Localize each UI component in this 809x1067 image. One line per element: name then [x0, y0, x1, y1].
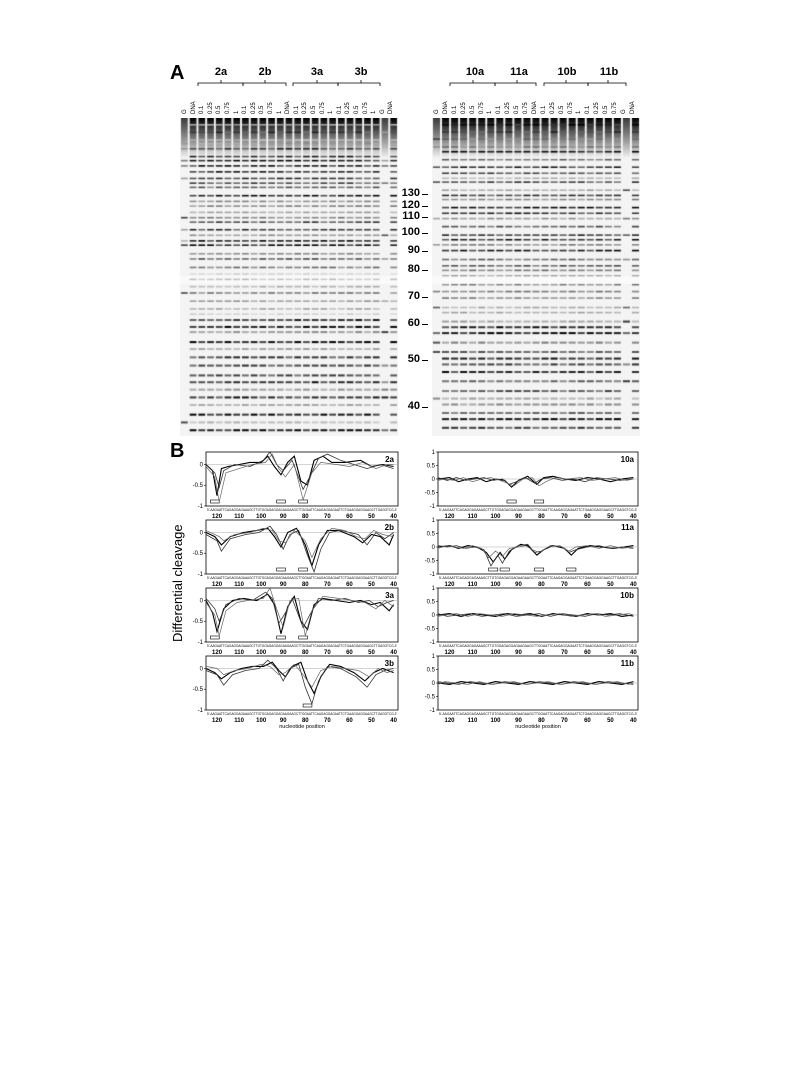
- right-lane-label: 1: [487, 110, 494, 114]
- x-tick-label: 120: [212, 514, 223, 520]
- y-tick-label: 0: [199, 598, 203, 605]
- footprint-box: [299, 636, 308, 639]
- y-tick-label: -1: [429, 640, 435, 646]
- left-lane-label: 0.5: [311, 105, 317, 114]
- x-tick-label: 90: [515, 718, 522, 724]
- x-tick-label: 100: [490, 650, 501, 656]
- x-tick-label: 50: [607, 582, 614, 588]
- x-tick-label: 60: [346, 650, 353, 656]
- right-lane-label: 0.75: [612, 102, 618, 114]
- right-lane-label: 0.1: [585, 105, 592, 114]
- plot-title: 3a: [385, 591, 394, 600]
- left-lane-label: DNA: [190, 101, 197, 114]
- x-tick-label: 90: [279, 582, 287, 588]
- right-lane-label: DNA: [442, 101, 449, 114]
- x-tick-label: 100: [256, 718, 267, 724]
- group-label-3a: 3a: [310, 66, 324, 78]
- x-tick-label: 50: [368, 582, 375, 588]
- x-tick-label: 100: [490, 582, 501, 588]
- y-tick-label: 1: [431, 586, 435, 592]
- left-lane-label: DNA: [285, 101, 292, 114]
- x-axis-label: nucleotide position: [279, 724, 325, 730]
- x-tick-label: 110: [234, 650, 244, 656]
- right-lane-label: 0.5: [558, 105, 565, 114]
- sequence-label: 5'-AAGAATTCAGAGGAGAAAGCTTGTGGAGAGGAGAAGAAGCTTGGAATTCAAGAGGAGAATTCTGAAGGAGGAAGCTTGAGGTCG-3': [439, 644, 638, 648]
- left-lane-label: 0.25: [302, 102, 309, 114]
- plot-frame-2a: [206, 452, 398, 506]
- x-tick-label: 50: [368, 514, 375, 520]
- y-tick-label: 1: [431, 450, 435, 456]
- group-label-2a: 2a: [214, 66, 228, 78]
- sequence-label: 5'-AAGAATTCAGAGGAGAAAGCTTGTGGAGAGGAGAAGAAGCTTGGAATTCAAGAGGAGAATTCTGAAGGAGGAAGCTTGAGGTCG-3': [439, 576, 638, 580]
- x-tick-label: 60: [584, 650, 591, 656]
- x-tick-label: 120: [212, 718, 223, 724]
- x-tick-label: 120: [444, 582, 455, 588]
- left-lane-label: 0.75: [268, 102, 274, 114]
- plot-title: 10a: [620, 455, 634, 464]
- x-tick-label: 40: [390, 650, 397, 656]
- footprint-box: [277, 568, 286, 571]
- right-lane-label: 0.1: [540, 105, 547, 114]
- right-lane-label: 0.1: [496, 105, 503, 114]
- right-lane-label: 0.75: [478, 102, 485, 114]
- x-tick-label: 80: [538, 514, 545, 520]
- y-tick-label: 0.5: [426, 599, 435, 606]
- x-tick-label: 120: [444, 718, 455, 724]
- x-tick-label: 90: [515, 650, 522, 656]
- right-lane-label: G: [620, 109, 627, 114]
- x-tick-label: 100: [256, 514, 267, 520]
- left-lane-label: 0.25: [207, 102, 214, 114]
- y-tick-label: 0.5: [426, 463, 435, 470]
- y-tick-label: -0.5: [424, 626, 435, 633]
- x-tick-label: 70: [324, 582, 331, 588]
- right-lane-label: 0.25: [505, 102, 512, 114]
- x-tick-label: 110: [467, 650, 478, 656]
- sequence-label: 5'-AAGAATTCAGAGGAGAAAGCTTGTGGAGAGGAGAAGAAGCTTGGAATTCAAGAGGAGAATTCTGAAGGAGGAAGCTTGAGGTCG-3': [439, 508, 638, 512]
- x-tick-label: 120: [212, 582, 223, 588]
- right-lane-label: 0.5: [603, 105, 610, 114]
- x-tick-label: 100: [256, 650, 267, 656]
- size-marker-label: 90: [407, 244, 420, 256]
- x-tick-label: 110: [467, 582, 478, 588]
- figure: [168, 62, 646, 730]
- size-marker-label: 80: [407, 263, 420, 275]
- y-tick-label: 0.5: [426, 531, 435, 538]
- y-tick-label: 0: [431, 681, 435, 687]
- group-label-3b: 3b: [354, 66, 368, 78]
- x-tick-label: 70: [324, 650, 331, 656]
- left-lane-label: 0.75: [225, 102, 231, 114]
- group-label-10a: 10a: [465, 66, 485, 78]
- y-tick-label: -1: [197, 640, 203, 646]
- x-tick-label: 70: [561, 514, 568, 520]
- left-lane-label: 0.5: [259, 105, 266, 114]
- left-lane-label: G: [379, 109, 386, 114]
- left-lane-label: G: [182, 109, 188, 114]
- footprint-box: [210, 500, 219, 503]
- x-tick-label: 80: [538, 718, 545, 724]
- y-tick-label: 0.5: [426, 667, 435, 674]
- plot-frame-3a: [206, 588, 398, 642]
- plot-title: 2a: [385, 455, 394, 464]
- right-lane-label: 1: [576, 110, 583, 114]
- x-tick-label: 40: [630, 718, 637, 724]
- size-marker-label: 70: [407, 290, 420, 302]
- plot-title: 11b: [620, 659, 634, 668]
- right-lane-label: 0.25: [460, 102, 467, 114]
- right-lane-label: 0.25: [594, 102, 601, 114]
- x-tick-label: 110: [234, 582, 244, 588]
- left-lane-label: 1: [233, 110, 240, 114]
- footprint-box: [567, 568, 576, 571]
- x-tick-label: 80: [538, 582, 545, 588]
- y-tick-label: -0.5: [192, 483, 203, 490]
- right-lane-label: 0.5: [514, 105, 521, 114]
- sequence-label: 5'-AAGAATTCAGAGGAGAAAGCTTGTGGAGAGGAGAAGAAGCTTGGAATTCAAGAGGAGAATTCTGAAGGAGGAAGCTTGAGGTCG-3': [207, 644, 398, 648]
- x-tick-label: 40: [390, 718, 397, 724]
- y-tick-label: 1: [431, 654, 435, 660]
- x-tick-label: 50: [607, 650, 614, 656]
- left-lane-label: 0.1: [242, 105, 249, 114]
- x-tick-label: 60: [584, 514, 591, 520]
- y-tick-label: -0.5: [424, 694, 435, 701]
- plot-title: 11a: [621, 523, 634, 532]
- group-label-11b: 11b: [599, 66, 619, 78]
- right-lane-label: DNA: [629, 101, 636, 114]
- right-lane-label: DNA: [531, 101, 538, 114]
- y-tick-label: -0.5: [192, 619, 203, 626]
- x-tick-label: 100: [490, 514, 501, 520]
- sequence-label: 5'-AAGAATTCAGAGGAGAAAGCTTGTGGAGAGGAGAAGAAGCTTGGAATTCAAGAGGAGAATTCTGAAGGAGGAAGCTTGAGGTCG-3': [207, 712, 398, 716]
- x-tick-label: 50: [368, 718, 375, 724]
- x-tick-label: 70: [324, 514, 331, 520]
- x-tick-label: 60: [346, 514, 353, 520]
- y-tick-label: 1: [431, 518, 435, 524]
- size-marker-label: 50: [407, 353, 420, 365]
- right-lane-label: 0.25: [549, 102, 556, 114]
- y-tick-label: -1: [429, 504, 435, 510]
- x-tick-label: 90: [279, 718, 287, 724]
- size-marker-label: 120: [401, 199, 420, 211]
- right-lane-label: 0.75: [567, 102, 574, 114]
- x-tick-label: 50: [368, 650, 375, 656]
- y-tick-label: -1: [197, 708, 203, 714]
- footprint-box: [277, 636, 286, 639]
- left-lane-label: 0.1: [293, 105, 300, 114]
- sequence-label: 5'-AAGAATTCAGAGGAGAAAGCTTGTGGAGAGGAGAAGAAGCTTGGAATTCAAGAGGAGAATTCTGAAGGAGGAAGCTTGAGGTCG-3': [207, 508, 398, 512]
- x-tick-label: 40: [630, 514, 637, 520]
- size-marker-label: 100: [401, 226, 420, 238]
- left-lane-label: 0.75: [362, 102, 369, 114]
- x-tick-label: 40: [390, 582, 397, 588]
- left-lane-label: 0.5: [354, 105, 360, 114]
- footprint-box: [489, 568, 498, 571]
- right-lane-label: G: [434, 109, 440, 114]
- footprint-box: [277, 500, 286, 503]
- plot-title: 3b: [384, 659, 394, 668]
- x-tick-label: 90: [515, 514, 522, 520]
- y-tick-label: -0.5: [192, 687, 203, 694]
- x-tick-label: 40: [630, 650, 637, 656]
- x-tick-label: 50: [607, 514, 614, 520]
- footprint-box: [507, 500, 516, 503]
- left-lane-label: 1: [276, 110, 283, 114]
- sequence-label: 5'-AAGAATTCAGAGGAGAAAGCTTGTGGAGAGGAGAAGAAGCTTGGAATTCAAGAGGAGAATTCTGAAGGAGGAAGCTTGAGGTCG-3': [439, 712, 638, 716]
- panel-b-letter: B: [170, 440, 185, 462]
- x-tick-label: 80: [538, 650, 545, 656]
- right-lane-label: 0.5: [469, 105, 476, 114]
- y-tick-label: 0: [431, 545, 435, 551]
- plot-title: 2b: [384, 523, 394, 532]
- x-tick-label: 120: [212, 650, 223, 656]
- x-tick-label: 70: [324, 718, 331, 724]
- y-tick-label: -1: [197, 572, 203, 578]
- x-tick-label: 90: [515, 582, 522, 588]
- x-tick-label: 80: [301, 718, 309, 724]
- footprint-box: [500, 568, 509, 571]
- left-lane-label: 1: [371, 110, 378, 114]
- left-lane-label: 0.25: [345, 102, 352, 114]
- left-lane-label: 0.1: [336, 105, 343, 114]
- group-label-10b: 10b: [557, 66, 577, 78]
- group-label-2b: 2b: [258, 66, 272, 78]
- x-tick-label: 70: [561, 718, 568, 724]
- x-tick-label: 110: [467, 514, 478, 520]
- x-tick-label: 100: [256, 582, 267, 588]
- y-tick-label: 0: [199, 666, 203, 673]
- x-tick-label: 40: [630, 582, 637, 588]
- sequence-label: 5'-AAGAATTCAGAGGAGAAAGCTTGTGGAGAGGAGAAGAAGCTTGGAATTCAAGAGGAGAATTCTGAAGGAGGAAGCTTGAGGTCG-3': [207, 576, 398, 580]
- right-lane-label: 0.1: [451, 105, 458, 114]
- left-lane-label: 0.75: [319, 102, 326, 114]
- plot-frame-2b: [206, 520, 398, 574]
- y-tick-label: -1: [197, 504, 203, 510]
- footprint-box: [210, 636, 219, 639]
- x-tick-label: 80: [301, 514, 309, 520]
- x-tick-label: 110: [234, 514, 244, 520]
- x-tick-label: 110: [467, 718, 478, 724]
- footprint-box: [303, 704, 312, 707]
- x-axis-label: nucleotide position: [515, 724, 561, 730]
- y-tick-label: -1: [429, 572, 435, 578]
- size-marker-label: 110: [402, 210, 420, 222]
- x-tick-label: 100: [490, 718, 501, 724]
- x-tick-label: 60: [584, 582, 591, 588]
- x-tick-label: 70: [561, 582, 568, 588]
- x-tick-label: 80: [301, 582, 309, 588]
- left-lane-label: 1: [328, 110, 335, 114]
- panel-b-ylabel: Differential cleavage: [170, 524, 185, 642]
- x-tick-label: 110: [234, 718, 244, 724]
- x-tick-label: 90: [279, 650, 287, 656]
- panel-a-letter: A: [170, 62, 185, 84]
- x-tick-label: 90: [279, 514, 287, 520]
- y-tick-label: 0: [431, 477, 435, 483]
- size-marker-label: 60: [407, 317, 420, 329]
- footprint-box: [535, 568, 544, 571]
- y-tick-label: -0.5: [424, 490, 435, 497]
- x-tick-label: 40: [390, 514, 397, 520]
- plot-title: 10b: [620, 591, 634, 600]
- y-tick-label: 0: [431, 613, 435, 619]
- differential-cleavage-plots: [168, 62, 646, 730]
- group-label-11a: 11a: [510, 66, 528, 78]
- x-tick-label: 120: [444, 650, 455, 656]
- x-tick-label: 60: [346, 718, 353, 724]
- right-lane-label: 0.75: [523, 102, 529, 114]
- footprint-box: [299, 568, 308, 571]
- left-lane-label: 0.25: [250, 102, 257, 114]
- size-marker-label: 130: [401, 187, 420, 199]
- x-tick-label: 60: [584, 718, 591, 724]
- x-tick-label: 120: [444, 514, 455, 520]
- size-marker-label: 40: [407, 400, 420, 412]
- x-tick-label: 50: [607, 718, 614, 724]
- y-tick-label: -0.5: [192, 551, 203, 558]
- left-lane-label: 0.5: [216, 105, 223, 114]
- left-lane-label: 0.1: [199, 105, 206, 114]
- y-tick-label: -0.5: [424, 558, 435, 565]
- x-tick-label: 70: [561, 650, 568, 656]
- y-tick-label: 0: [199, 462, 203, 469]
- x-tick-label: 80: [301, 650, 309, 656]
- y-tick-label: -1: [429, 708, 435, 714]
- footprint-box: [535, 500, 544, 503]
- left-lane-label: DNA: [388, 101, 395, 114]
- y-tick-label: 0: [199, 530, 203, 537]
- x-tick-label: 60: [346, 582, 353, 588]
